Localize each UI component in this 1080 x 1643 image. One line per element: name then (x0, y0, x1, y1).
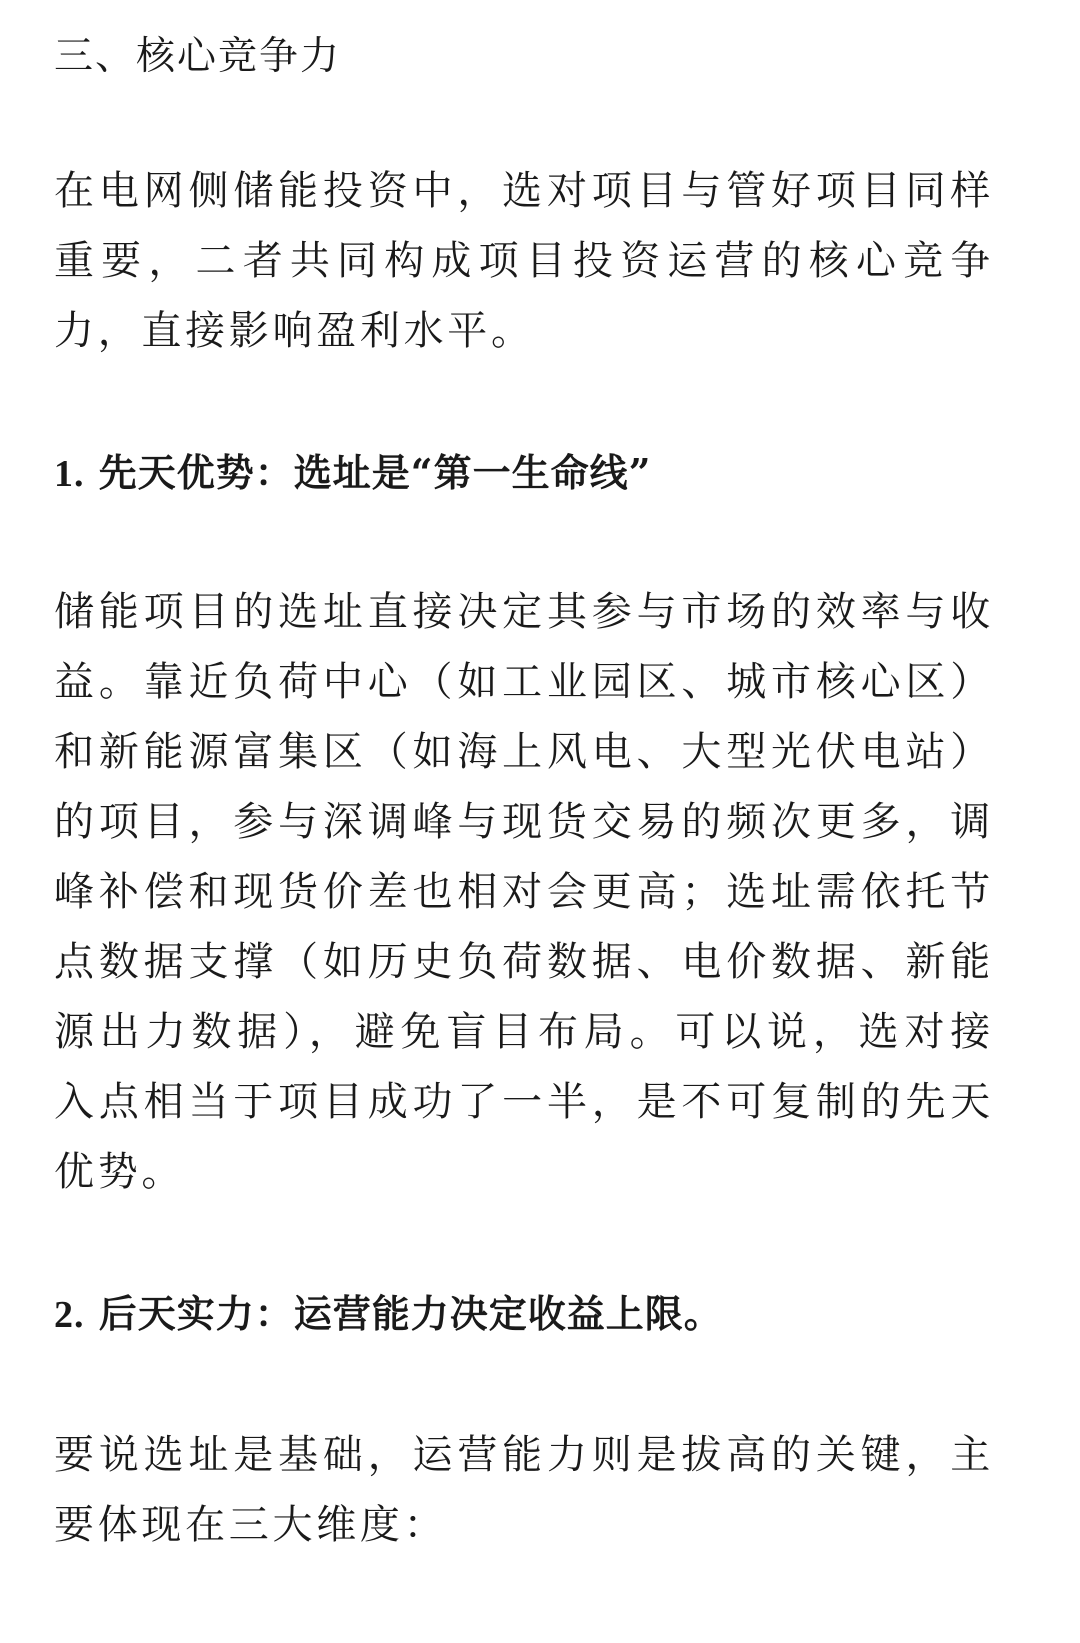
subsection-2-number: 2. (54, 1294, 85, 1336)
subsection-1-heading (54, 438, 994, 509)
subsection-2-paragraph: 要说选址是基础，运营能力则是拔高的关键，主要体现在三大维度： (54, 1432, 994, 1548)
spacer (54, 1207, 994, 1279)
spacer (54, 509, 994, 577)
subsection-1-number: 1. (54, 453, 85, 495)
subsection-1-title: 先天优势：选址是“第一生命线” (98, 450, 652, 495)
spacer (54, 1350, 994, 1420)
spacer (54, 92, 994, 156)
spacer (54, 366, 994, 438)
subsection-2-title: 后天实力：运营能力决定收益上限。 (98, 1291, 723, 1336)
subsection-1-paragraph: 储能项目的选址直接决定其参与市场的效率与收益。靠近负荷中心（如工业园区、城市核心区）和新能源富集区（如海上风电、大型光伏电站）的项目，参与深调峰与现货交易的频次更多，调峰补偿和现货价差也相对会更高；选址需依托节点数据支撑（如历史负荷数据、电价数据、新能源出力数据），避免盲目布局。可以说，选对接入点相当于项目成功了一半，是不可复制的先天优势。 (54, 589, 994, 1195)
intro-paragraph: 在电网侧储能投资中，选对项目与管好项目同样重要，二者共同构成项目投资运营的核心竞争力，直接影响盈利水平。 (54, 168, 994, 354)
article-body (54, 22, 994, 1560)
section-title: 三、核心竞争力 (54, 34, 342, 79)
subsection-2-heading (54, 1279, 994, 1350)
